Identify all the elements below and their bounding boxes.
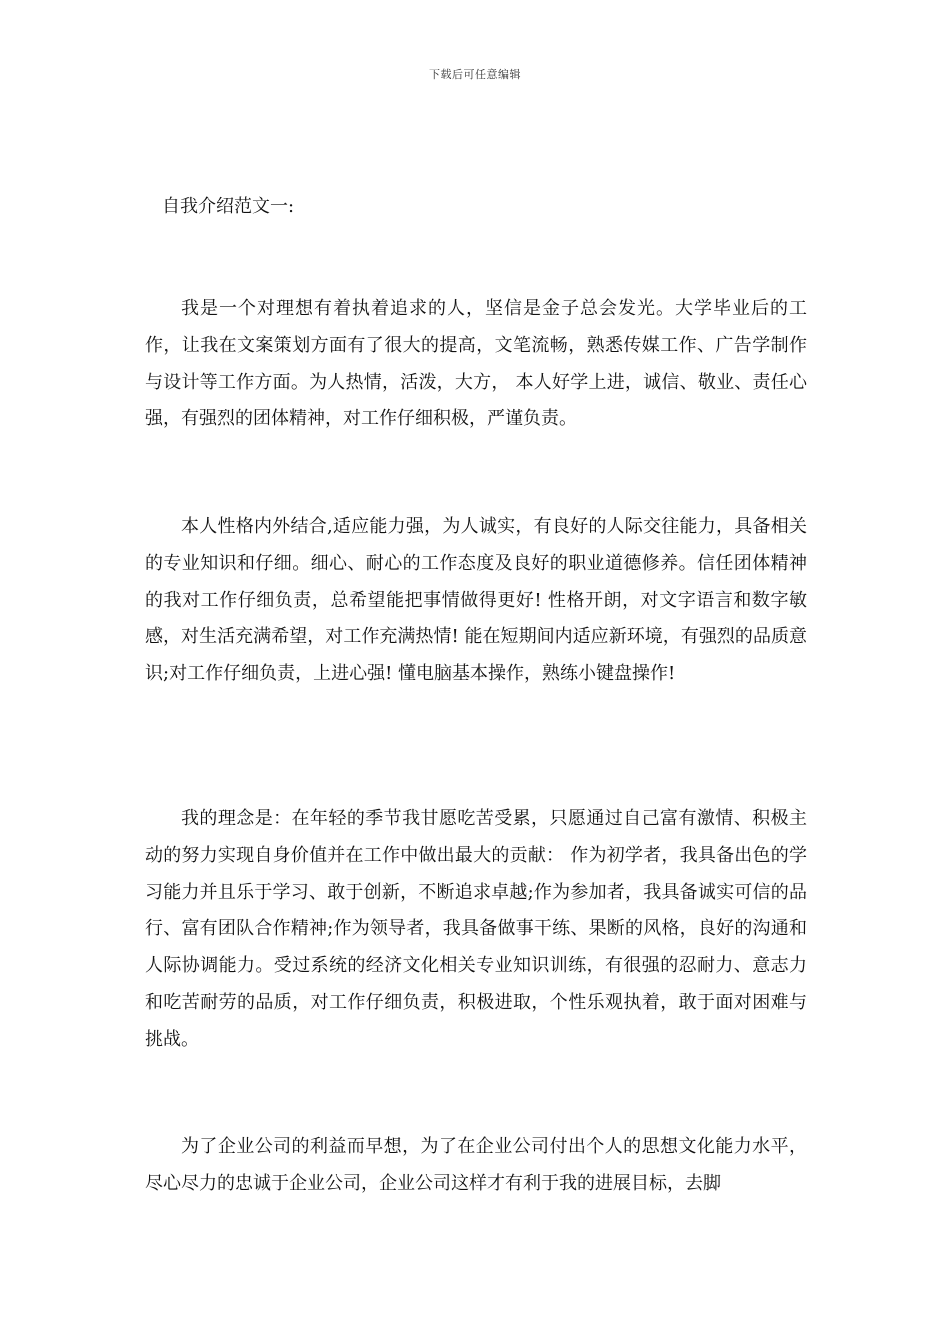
paragraph-4: 为了企业公司的利益而早想，为了在企业公司付出个人的思想文化能力水平，尽心尽力的忠诚于企业公司，企业公司这样才有利于我的进展目标，去脚 <box>145 1136 807 1194</box>
paragraph-2: 本人性格内外结合,适应能力强，为人诚实，有良好的人际交往能力，具备相关的专业知识和仔细。细心、耐心的工作态度及良好的职业道德修养。信任团体精神的我对工作仔细负责，总希望能把事情做得更好! 性格开朗，对文字语言和数字敏感，对生活充满希望，对工作充满热情! 能在短期间内适应新环境，有强烈的品质意识;对工作仔细负责，上进心强! 懂电脑基本操作，熟练小键盘操作! <box>145 516 807 685</box>
paragraph-3: 我的理念是：在年轻的季节我甘愿吃苦受累，只愿通过自己富有激情、积极主动的努力实现自身价值并在工作中做出最大的贡献： 作为初学者，我具备出色的学习能力并且乐于学习、敢于创新，不断追求卓越;作为参加者，我具备诚实可信的品行、富有团队合作精神;作为领导者，我具备做事干练、果断的风格，良好的沟通和人际协调能力。受过系统的经济文化相关专业知识训练，有很强的忍耐力、意志力和吃苦耐劳的品质，对工作仔细负责，积极进取，个性乐观执着，敢于面对困难与挑战。 <box>145 808 807 1050</box>
document-title: 自我介绍范文一: <box>162 196 295 217</box>
header-note: 下载后可任意编辑 <box>429 68 521 81</box>
paragraph-1: 我是一个对理想有着执着追求的人，坚信是金子总会发光。大学毕业后的工作，让我在文案策划方面有了很大的提高，文笔流畅，熟悉传媒工作、广告学制作与设计等工作方面。为人热情，活泼，大方， 本人好学上进，诚信、敬业、责任心强，有强烈的团体精神，对工作仔细积极，严谨负责。 <box>145 298 807 430</box>
